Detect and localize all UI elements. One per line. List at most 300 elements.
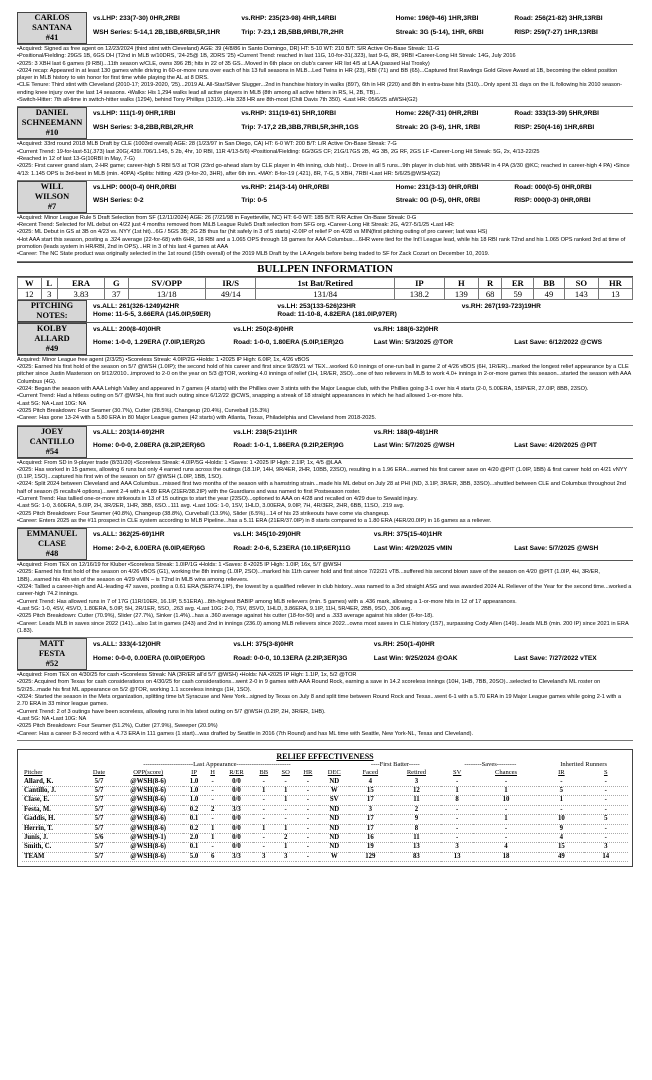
relief-cell: 3 (253, 852, 275, 861)
relief-col-retired: Retired (406, 769, 426, 777)
player-notes (17, 45, 633, 107)
player-block (17, 323, 633, 426)
relief-cell: - (441, 824, 472, 833)
relief-cell: 5 (584, 815, 628, 824)
player-name-box (17, 528, 87, 560)
relief-cell: 17 (349, 815, 391, 824)
note-line: •Career: Has a career 8-3 record with a 4.73 ERA in 111 games (1 start)...was drafted by Seattle in 2016 (7th Round) and has ML time with Seattle, New York-NL, Texas and Cleveland). (17, 730, 474, 737)
relief-cell: 2.0 (183, 834, 205, 843)
player-block (17, 12, 633, 107)
relief-cell: Junis, J. (22, 834, 85, 843)
relief-cell: 0/0 (220, 815, 252, 824)
relief-cell: 9 (391, 815, 441, 824)
relief-table (22, 761, 628, 862)
pitching-notes-label: PITCHING NOTES: (17, 300, 87, 322)
group-inherited: Inherited Runners (560, 760, 607, 768)
note-line: •Last 5G: NA •Last 10G: NA (17, 400, 87, 407)
relief-cell: - (253, 834, 275, 843)
split-cell: Road: 1-0-1, 1.86ERA (9.2IP,2ER)9G (233, 442, 344, 449)
pitching-notes-splits (87, 300, 633, 322)
relief-row (22, 815, 628, 824)
relief-cell: 0.2 (183, 805, 205, 814)
split-cell (514, 326, 633, 340)
relief-cell: 5/7 (85, 796, 114, 805)
player-name1: EMMANUEL (26, 529, 78, 539)
relief-cell: 5/7 (85, 778, 114, 787)
split-cell: vs.LH: 238(5-21)1HR (233, 428, 298, 436)
pitching-notes (17, 300, 633, 323)
bullpen-val-l: 3 (41, 288, 58, 299)
player-name-box (17, 323, 87, 355)
relief-cell: 14 (584, 852, 628, 861)
relief-cell: 0/0 (220, 778, 252, 787)
relief-cell: - (296, 805, 319, 814)
relief-cell: 0/0 (220, 796, 252, 805)
relief-cell: - (584, 824, 628, 833)
split-cell: Road: 0-0-0, 10.13ERA (2.2IP,3ER)3G (233, 654, 348, 662)
bullpen-col-bb: BB (534, 277, 565, 288)
split-cell: Home: 196(9-46) 1HR,3RBI (395, 15, 479, 22)
note-line: •Hot AAA start this season, posting a .324 average (22-for-68) with 6HR, 18 RBI and a 1.065 OPS through 18 games for AAA Columbus....6HR were tied for the Int'l League lead, while his 18 RBI rank T2nd and his 1.065 OPS ranked 3rd at time of promotion (leads system in HR/RBI, 2nd in OPS)...HR in 3 of his last 4 games at AAA (17, 236, 626, 251)
relief-cell: - (539, 778, 583, 787)
note-line: •2025: ML Debut in GS at 3B on 4/23 vs. NYY (1st hit)...6G / 5GS 3B; 2G 2B thus far (hit safely in 3 of 5 starts) •2.0IP of relief P on 4/28 vs MIN(first pitching outing of pro career; last was HS) (17, 229, 488, 236)
bullpen-col-era: ERA (58, 277, 105, 288)
note-line: •Current Trend: 19-for-last-51(.373) last 20G(.439/.706/1.145, 5 2b, 4hr, 10 RBI, 11R 4/13-5/6) •Positional/Fielding: 6G/3GS CF; 21G/17GS 2B, 4G 3B, 2G RF, 2GS LF •Career-Long Hit Streak: 5G, 2x, 4/13-22/25 (17, 148, 540, 155)
player-name-box (17, 107, 87, 139)
player-stat-row (17, 12, 633, 45)
player-notes (17, 214, 633, 262)
note-line: •2025 Pitch Breakdown: Four Seamer (40.8%), Changeup (38.8%), Curveball (13.9%), Slider (6.5%)...14 of his 23 strikeouts have come via changeup. (17, 510, 390, 517)
bullpen-val-era: 3.83 (58, 288, 105, 299)
relief-title: RELIEF EFFECTIVENESS (276, 751, 374, 761)
pitching-split: Home: 11-5-5, 3.66ERA (145.0IP,59ER) (93, 311, 211, 319)
relief-cell: - (296, 787, 319, 796)
relief-cell: @WSH(8-6) (113, 824, 183, 833)
bullpen-values-row (18, 288, 633, 299)
note-line: •Acquired: From TEX on 4/30/25 for cash •Scoreless Streak: NA (3R/ER all'd 5/7 @WSH) •Holds: NA •2025 IP High: 1.1IP, 1x, 5/2 @TOR (17, 672, 357, 679)
relief-cell: 3 (349, 805, 391, 814)
player-name2: CANTILLO (29, 436, 75, 446)
player-splits (87, 323, 633, 355)
player-name-box (17, 12, 87, 44)
player-name2: SANTANA (32, 23, 72, 32)
relief-cell: @WSH(8-6) (113, 796, 183, 805)
relief-col-pitcher: Pitcher (24, 769, 43, 777)
relief-cell: @WSH(8-6) (113, 787, 183, 796)
relief-cell: 2 (205, 805, 220, 814)
note-line: •Career: Leads MLB in saves since 2022 (141)...also 1st in games (243) and 2nd in innings (236.0) among MLB relievers since 2022...owns most saves in CLE history (157), surpassing Cody Allen (149)...leads MLB (min. 200 IP) since 2021 in ERA (1.83). (17, 620, 629, 634)
relief-cell: 18 (473, 852, 539, 861)
relief-effectiveness (17, 749, 633, 867)
relief-cell: - (584, 834, 628, 843)
relief-cell: 5/7 (85, 805, 114, 814)
note-line: •Current Trend: Had a hitless outing on 5/7 @WSH, his first such outing since 6/12/22 @CWS, snapping a streak of 18 straight appearances in which he had allowed 1-or-more hits. (17, 393, 464, 400)
split-cell: Streak: 3G (5-14), 1HR, 6RBI (395, 28, 484, 36)
relief-cell: - (584, 805, 628, 814)
relief-cell: 15 (539, 843, 583, 852)
relief-cell: 4 (539, 834, 583, 843)
note-line: •Recent Trend: Selected for ML debut on 4/22 just 4 months removed from MiLB League Rule5 Draft selection from SFG org. •Career-Long Hit Streak: 2G, 4/27-5/1/25 •Last HR: (17, 222, 455, 229)
relief-cell: 3/3 (220, 805, 252, 814)
relief-cell: 8 (441, 796, 472, 805)
split-cell (514, 429, 633, 443)
pitching-split: vs.LH: 253(133-526)23HR (277, 302, 356, 310)
relief-cell: - (539, 805, 583, 814)
player-stat-row (17, 323, 633, 356)
relief-cell: - (205, 778, 220, 787)
player-stat-row (17, 638, 633, 671)
relief-cell: 13 (441, 852, 472, 861)
game-notes-page (17, 12, 633, 867)
player-block (17, 107, 633, 180)
relief-col-r-er: R/ER (229, 769, 244, 777)
player-stat-row (17, 181, 633, 214)
player-block (17, 528, 633, 638)
bullpen-col-r: R (478, 277, 502, 288)
relief-cell: 2 (391, 805, 441, 814)
relief-cell: Festa, M. (22, 805, 85, 814)
split-cell: WSH Series: 5-14,1 2B,1BB,6RBI,5R,1HR (93, 28, 221, 36)
relief-col-s: S (603, 769, 608, 777)
relief-cell: 1 (473, 787, 539, 796)
relief-cell: 10 (473, 796, 539, 805)
player-name2: SCHNEEMANN (21, 118, 83, 128)
relief-cell: 5/7 (85, 824, 114, 833)
relief-cell: ND (319, 778, 349, 787)
relief-cell: 0/0 (220, 824, 252, 833)
relief-cell: Smith, C. (22, 843, 85, 852)
relief-row (22, 824, 628, 833)
relief-cell: 5/7 (85, 787, 114, 796)
split-cell: Home: 226(7-31) 0HR,2RBI (395, 110, 479, 118)
relief-cell: 1 (473, 815, 539, 824)
relief-cell: @WSH(8-6) (113, 778, 183, 787)
split-cell: vs.LH: 250(2-8)0HR (233, 325, 294, 333)
relief-col-chances: Chances (494, 769, 518, 777)
note-line: •2024: Began the season with AAA Lehigh Valley and appeared in 7 games (4 starts) with the Phillies over 3 stints with the Major League club, with the Phillies going 3-1 over his 4 starts (2-0, 5.00ERA, 15IP/ER, 27.0IP, 8BB, 23SO). (17, 386, 589, 393)
relief-col-so: SO (281, 769, 290, 777)
relief-cell: W (319, 787, 349, 796)
relief-cell: 1 (205, 834, 220, 843)
note-line: •Switch-Hitter: 7th all-time in switch-hitter walks (1294), behind Tony Phillips (1319)...His 328 HR are 8th-most (Chili Davis 7th 350). •Last HR: 05/6/25 atWSH(G2) (17, 97, 418, 104)
relief-cell: 1 (253, 787, 275, 796)
group-saves: --------Saves--------- (464, 760, 517, 768)
player-stat-row (17, 528, 633, 561)
relief-cell: 15 (349, 787, 391, 796)
relief-cell: 1.0 (183, 787, 205, 796)
bullpen-col-er: ER (502, 277, 534, 288)
split-cell: RISP: 259(7-27) 1HR,13RBI (514, 28, 598, 36)
split-cell: Last Win: 5/7/2025 @WSH (373, 442, 455, 449)
player-name1: JOEY (40, 426, 64, 436)
split-cell: vs.LHP: 000(0-4) 0HR,0RBI (93, 183, 177, 191)
bullpen-table (17, 277, 633, 300)
relief-cell: - (253, 796, 275, 805)
relief-cell: - (253, 815, 275, 824)
bullpen-col-h: H (444, 277, 478, 288)
relief-row (22, 834, 628, 843)
relief-header-row (22, 769, 628, 777)
player-name1: WILL (40, 181, 64, 191)
relief-cell: - (205, 815, 220, 824)
player-name-box (17, 181, 87, 213)
bullpen-val-ip: 138.2 (394, 288, 444, 299)
relief-cell: 49 (539, 852, 583, 861)
player-notes (17, 459, 633, 529)
bullpen-val-g: 37 (105, 288, 129, 299)
player-number: #48 (45, 549, 59, 559)
player-notes (17, 671, 633, 741)
relief-row (22, 778, 628, 787)
bullpen-col-w: W (18, 277, 42, 288)
split-cell: RISP: 000(0-3) 0HR,0RBI (514, 197, 591, 205)
bullpen-val-hr: 13 (598, 288, 632, 299)
note-line: •Career: The NC State product was originally selected in the 1st round (15th overall) of the 2019 MLB Draft by the LA Angels before being traded to SF for Zack Cozart on December 10, 2019. (17, 251, 490, 258)
relief-cell: - (473, 805, 539, 814)
bullpen-val-so: 143 (564, 288, 598, 299)
relief-cell: - (253, 805, 275, 814)
split-cell: Last Save: 4/20/2025 @PIT (514, 442, 597, 449)
note-line: •2025 Pitch Breakdown: Cutter (70.9%), Slider (27.7%), Sinker (1.4%)...has a .360 average against his cutter (18-for-50) and a .333 average against his slider (6-for-18). (17, 613, 434, 620)
note-line: •2024 recap: Appeared in at least 130 games while driving in 60-or-more runs over each of his 13 full seasons in MLB...Led Twins in HR (23), RBI (71) and BB (65)...Captured first Rawlings Gold Glove Award at 1B, becoming the oldest position player in MLB history to win honor for first time while playing the AL at 8 DRS. (17, 67, 618, 82)
split-cell: Streak: 2G (3-6), 1HR, 1RBI (395, 123, 480, 131)
player-splits (87, 528, 633, 560)
player-stat-row (17, 107, 633, 140)
player-splits (87, 181, 633, 213)
player-block (17, 426, 633, 529)
split-cell: Trip: 7-23,1 2B,5BB,9RBI,7R,2HR (241, 28, 344, 36)
split-cell: Road: 1-0-0, 1.80ERA (5.0IP,1ER)2G (233, 339, 344, 347)
split-cell: Road: 256(21-82) 3HR,13RBI (514, 15, 603, 22)
relief-cell: Clase, E. (22, 796, 85, 805)
note-line: •Acquired: From SD in 9-player trade (8/31/20) •Scoreless Streak: 4.0IP/5G •Holds: 1 •Saves: 1 •2025 IP High: 2.1IP, 1x, 4/5 @LAA (17, 459, 342, 466)
relief-cell: 4 (473, 843, 539, 852)
player-name2: WILSON (34, 191, 70, 201)
bullpen-col-g: G (105, 277, 129, 288)
relief-cell: - (296, 815, 319, 824)
relief-cell: TEAM (22, 852, 85, 861)
split-cell: vs.ALL: 200(8-40)0HR (93, 325, 161, 333)
player-notes (17, 561, 633, 638)
player-block (17, 638, 633, 741)
relief-cell: 0.1 (183, 815, 205, 824)
relief-cell: Herrin, T. (22, 824, 85, 833)
relief-cell: 3 (391, 778, 441, 787)
player-number: #41 (45, 33, 59, 42)
split-cell: Streak: 0G (0-5), 0HR, 0RBI (395, 197, 480, 205)
note-line: •Acquired: 33rd round 2018 MLB Draft by CLE (1003rd overall) AGE: 28 (1/23/97 in San Diego, CA) HT: 6-0 WT: 200 B/T: L/R Active On-Base Streak: 7-G (17, 141, 397, 148)
group-first-batter: ----First Batter----- (370, 760, 420, 768)
note-line: •2025: First career grand slam, 2-HR game; career-high 5 RBI 5/3 at TOR (23rd go-ahead slam by CLE player in 4th inning, club hist)... Drove in all 5 runs...9th player in club hist. with 3BB/HR in 4 PA (3/30 @KC; reached in career-high 4 PA) •Since 4/13: 1.145 OPS is 3rd-best in MLB (min. 40PA) •Splits: hitting .429 (9-for-20, 3HR), after 6th inn. •MAY: 8-for-19 (.421), 8R, 7-G, 5 XBH, 7RBI •Last HR: 5/6/25@WSH(G2) (17, 163, 630, 177)
relief-row (22, 787, 628, 796)
relief-cell: 19 (349, 843, 391, 852)
relief-cell: - (584, 796, 628, 805)
split-cell: Home: 0-0-0, 0.00ERA (0.0IP,0ER)0G (93, 654, 206, 662)
relief-cell: 1 (539, 796, 583, 805)
split-cell: WSH Series: 3-8,2BB,RBI,2R,HR (93, 123, 194, 131)
relief-cell: ND (319, 824, 349, 833)
relief-cell: 13 (391, 843, 441, 852)
relief-cell: @WSH(8-6) (113, 843, 183, 852)
relief-cell: 0/0 (220, 787, 252, 796)
relief-cell: Gaddis, H. (22, 815, 85, 824)
bullpen-col-l: L (41, 277, 58, 288)
player-name2: ALLARD (34, 333, 70, 343)
player-name1: KOLBY (36, 323, 68, 333)
note-line: •2025 Pitch Breakdown: Four Seamer (30.7%), Cutter (28.5%), Changeup (20.4%), Curveball (15.3%) (17, 407, 270, 414)
note-line: •Current Trend: Has tallied one-or-more strikeouts in 13 of 15 outings to start the year (23SO)...optioned to AAA on 4/28 and recalled on 4/29 due to Sewald injury. (17, 495, 418, 502)
relief-group-row (22, 761, 628, 769)
relief-row (22, 796, 628, 805)
note-line: •Positional/Fielding: 29GS 1B, 6GS DH (T2nd in MLB w/10DRS, '24-25@ 1B, 2DRS '25) •Current Trend: reached in last 11G, 10-for-31(.323), last 9-G, 8R, 9RBI •Career-Long Hit Streak: 14G, July 2016 (17, 53, 516, 60)
relief-cell: 3 (584, 843, 628, 852)
relief-cell: 1 (205, 824, 220, 833)
player-splits (87, 12, 633, 44)
relief-cell: - (296, 852, 319, 861)
position-players (17, 12, 633, 262)
relief-cell: - (296, 843, 319, 852)
note-line: •2024: Started the season in the Mets organization, splitting time b/t Syracuse and New York...signed by Texas on July 8 and split time between Round Rock and Texas...went 6-1 with a 5.70 ERA in 19 Major League games while going 2-1 with a 2.70 ERA in 33 minor league games. (17, 694, 622, 708)
note-line: •Current Trend: Has allowed runs in 7 of 17G (11R/10ER, 16.1IP, 5.51ERA)...8th-highest BABIP among MLB relievers (min. 5 games) with a .436 mark, allowing a 1-or-more hits in 12 of 17 appearances. (17, 598, 517, 605)
bullpen-title: BULLPEN INFORMATION (17, 262, 633, 277)
player-name1: MATT (39, 639, 65, 649)
player-name-box (17, 426, 87, 458)
player-splits (87, 638, 633, 670)
relief-col-ir: IR (558, 769, 565, 777)
bullpen-val-w: 12 (18, 288, 42, 299)
relief-cell: - (584, 787, 628, 796)
relief-row (22, 805, 628, 814)
pitching-split (462, 311, 633, 320)
split-cell: Home: 2-0-2, 6.00ERA (6.0IP,4ER)6G (93, 544, 206, 552)
relief-cell: 1 (275, 796, 297, 805)
relief-cell: ND (319, 834, 349, 843)
bullpen-header-row (18, 277, 633, 288)
relief-row (22, 843, 628, 852)
relief-col-h: H (210, 769, 215, 777)
split-cell: vs.RHP: 214(3-14) 0HR,0RBI (241, 183, 329, 191)
relief-cell: 0.2 (183, 824, 205, 833)
split-cell: Home: 0-0-0, 2.08ERA (8.2IP,2ER)6G (93, 442, 206, 449)
split-cell (514, 641, 633, 655)
split-cell: Trip: 7-17,2 2B,3BB,7RBI,5R,3HR,1GS (241, 123, 359, 131)
relief-cell: 17 (349, 796, 391, 805)
split-cell: vs.ALL: 362(25-69)1HR (93, 531, 165, 539)
relief-col-date: Date (92, 769, 106, 777)
relief-cell: - (205, 787, 220, 796)
relief-col-bb: BB (259, 769, 269, 777)
relief-cell: 83 (391, 852, 441, 861)
bullpen-val-er: 59 (502, 288, 534, 299)
split-cell: vs.LHP: 111(1-9) 0HR,1RBI (93, 110, 176, 118)
note-line: •2025: 3 XBH last 6 games (9 RBI)...11th season w/CLE, owns 396 2B; hits in 22 of 35 GS...Moved in 6th place on club's career HR list 4/5 at LAA (passed Hal Trosky) (17, 60, 430, 67)
relief-cell: W (319, 852, 349, 861)
split-cell: Last Win: 4/29/2025 vMIN (373, 544, 453, 552)
note-line: •2024: Split 2024 between Cleveland and AAA Columbus...missed first two months of the season with a hamstring strain...made his ML debut on July 28 at PHI (ND, 3.1IP, 3R/ER, 3BB, 33SO)...shuttled between CLE and Columbus throughout 2nd half of season (5 recalls/4 options)...went 2-4 with a 4.89 ERA (21ER/38.2IP) with the Guardians and was named to first Postseason roster. (17, 481, 626, 495)
split-cell: vs.RH: 188(9-48)1HR (373, 428, 439, 436)
note-line: •2025 Pitch Breakdown: Four Seamer (51.2%), Cutter (27.9%), Sweeper (20.9%) (17, 723, 218, 730)
note-line: •Last 5G: NA •Last 10G: NA (17, 715, 87, 722)
relief-cell: 1 (275, 787, 297, 796)
relief-cell: ND (319, 815, 349, 824)
relief-cell: 9 (539, 824, 583, 833)
player-number: #54 (45, 446, 59, 456)
bullpen-col-1st-bat-retired: 1st Bat/Retired (256, 277, 394, 288)
bullpen-val-ir-s: 49/14 (205, 288, 255, 299)
relief-cell: 2 (275, 834, 297, 843)
relief-body (22, 778, 628, 862)
bullpen-val-1st-bat-retired: 131/84 (256, 288, 394, 299)
relief-cell: 6 (205, 852, 220, 861)
split-cell: Last Win: 9/25/2024 @OAK (373, 654, 458, 662)
pitching-split: vs.RH: 267(193-723)19HR (461, 302, 541, 310)
relief-col-opp-score: OPP(score) (133, 769, 164, 777)
split-cell: vs.RH: 375(15-40)1HR (373, 531, 442, 539)
split-cell: Road: 2-0-6, 5.23ERA (10.1IP,6ER)11G (233, 544, 351, 552)
relief-cell: - (296, 834, 319, 843)
note-line: •Current Trend: 2 of 3 outings have been scoreless, allowing runs in his latest outing on 5/7 @WSH (0.2IP, 2H, 3R/ER, 1HB). (17, 708, 326, 715)
split-cell: vs.RH: 188(6-32)0HR (373, 325, 439, 333)
relief-cell: 11 (391, 796, 441, 805)
relief-cell: 17 (349, 824, 391, 833)
split-cell: vs.LHP: 233(7-30) 0HR,2RBI (93, 15, 180, 22)
split-cell: Last Save: 5/7/2025 @WSH (514, 544, 599, 552)
relief-cell: 0.1 (183, 843, 205, 852)
relief-cell: @WSH(8-6) (113, 852, 183, 861)
relief-cell: - (296, 778, 319, 787)
pitching-split: vs.ALL: 261(326-1249)42HR (93, 302, 180, 310)
relief-cell: 11 (391, 834, 441, 843)
relief-cell: 3 (275, 852, 297, 861)
relief-cell: ND (319, 843, 349, 852)
relief-cell: 5/7 (85, 852, 114, 861)
player-notes (17, 356, 633, 426)
split-cell: Road: 000(0-5) 0HR,0RBI (514, 183, 592, 191)
relief-cell: 1 (253, 824, 275, 833)
relief-col-hr: HR (303, 769, 313, 777)
player-number: #10 (45, 128, 59, 138)
player-number: #7 (47, 201, 57, 211)
split-cell: vs.ALL: 333(4-12)0HR (93, 641, 161, 649)
relief-cell: - (473, 778, 539, 787)
relief-cell: @WSH(8-6) (113, 815, 183, 824)
player-name1: CARLOS (34, 13, 70, 22)
relief-cell: 129 (349, 852, 391, 861)
player-block (17, 181, 633, 262)
relief-cell: - (441, 805, 472, 814)
note-line: •Reached in 12 of last 13-G(10RBI in May, 7-G) (17, 155, 135, 162)
player-splits (87, 426, 633, 458)
relief-col-ip: IP (191, 769, 197, 777)
relief-cell: @WSH(9-1) (113, 834, 183, 843)
relief-cell: - (205, 796, 220, 805)
note-line: •Last 5G: 1-0, 4SV, 4SVO, 1.80ERA, 5.0IP, 5H, 2R/1ER, 5SO, .263 avg. •Last 10G: 2-0, 7SV, 8SVO, 1HLD, 3.86ERA, 9.1IP, 11H, 5R/4ER, 2BB, 9SO, .306 avg. (17, 605, 412, 612)
relief-col-sv: SV (452, 769, 462, 777)
note-line: •Acquired: Minor League Rule 5 Draft Selection from SF (12/11/2024) AGE: 26 (7/21/98 in Fayetteville, NC) HT: 6-0 WT: 185 B/T: R/R Active On-Base Streak: 0-G (17, 214, 417, 221)
relief-cell: 4 (349, 778, 391, 787)
relief-cell: - (441, 834, 472, 843)
relief-cell: @WSH(8-6) (113, 805, 183, 814)
relief-row (22, 852, 628, 861)
split-cell: Last Save: 6/12/2022 @CWS (514, 339, 602, 347)
relief-cell: 5/7 (85, 843, 114, 852)
relief-cell: 5/6 (85, 834, 114, 843)
relief-cell: - (473, 824, 539, 833)
relief-cell: 5.0 (183, 852, 205, 861)
split-cell: vs.LH: 375(3-8)0HR (233, 641, 294, 649)
bullpen-val-h: 139 (444, 288, 478, 299)
player-name2: FESTA (38, 649, 66, 659)
